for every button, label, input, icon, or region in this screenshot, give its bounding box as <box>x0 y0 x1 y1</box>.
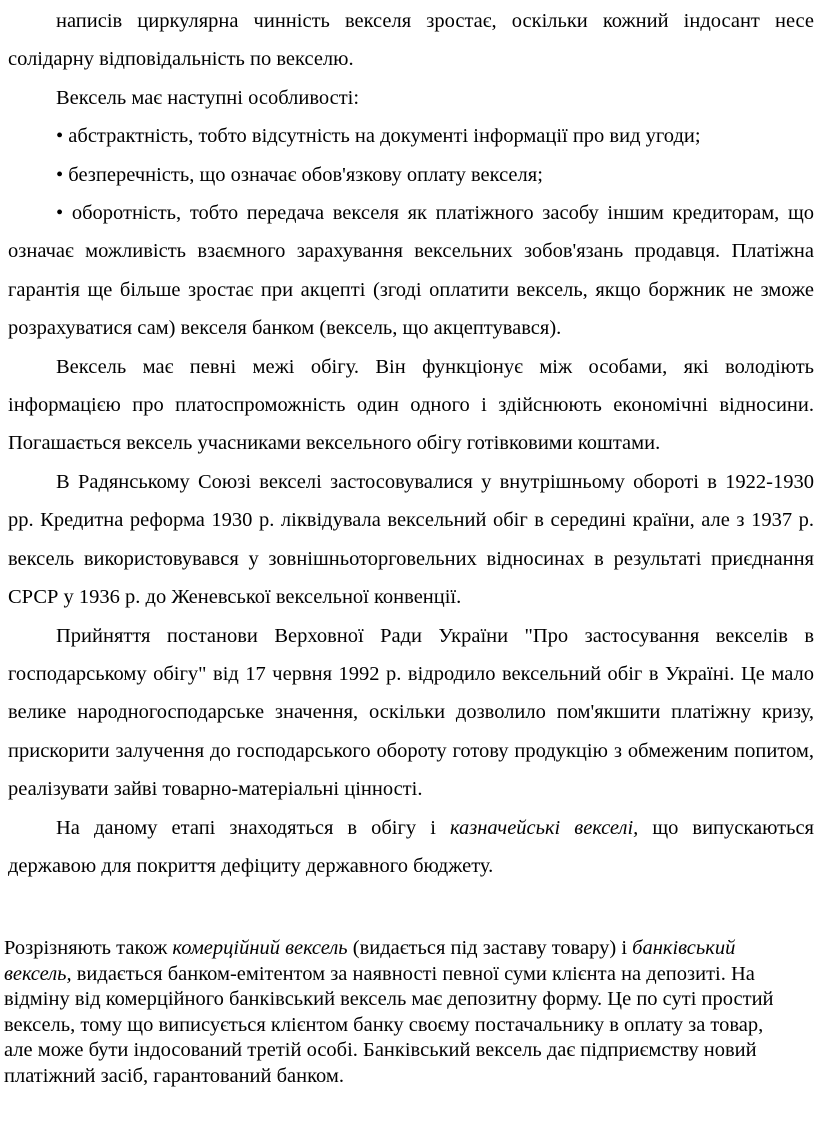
paragraph-1: написів циркулярна чинність векселя зростає, оскільки кожний індосант несе солідарну відповідальність по векселю. <box>8 10 814 71</box>
paragraph-4: В Радянському Союзі векселі застосовувалися у внутрішньому обороті в 1922-1930 рр. Кредитна реформа 1930 р. ліквідувала вексельний обіг в середині країни, але з 1937 р. вексель використовувався у зовнішньоторговельних відносинах в результаті приєднання СРСР у 1936 р. до Женевської вексельної конвенції. <box>8 470 814 609</box>
paragraph-7 <box>4 936 794 1090</box>
paragraph-3: Вексель має певні межі обігу. Він функціонує між особами, які володіють інформацією про платоспроможність один одного і здійснюють економічні відносини. Погашається вексель учасниками вексельного обігу готівковими коштами. <box>8 355 814 455</box>
paragraph-6 <box>8 809 814 886</box>
paragraph-7-part-2: (видається під заставу товару) і <box>347 937 633 959</box>
paragraph-2: Вексель має наступні особливості: <box>56 86 360 109</box>
paragraph-6-rest: що випускаються державою для покриття дефіциту державного бюджету. <box>8 816 814 877</box>
paragraph-7-italic-term-2: банківський вексель, <box>4 937 736 985</box>
paragraph-6-lead: На даному етапі знаходяться в обігу і <box>56 816 450 839</box>
bullet-item-3: • оборотність, тобто передача векселя як платіжного засобу іншим кредиторам, що означає можливість взаємного зарахування вексельних зобов'язань продавця. Платіжна гарантія ще більше зростає при акцепті (згоді оплатити вексель, якщо боржник не зможе розрахуватися сам) векселя банком (вексель, що акцептувався). <box>8 202 814 340</box>
paragraph-6-italic-term: казначейські векселі, <box>449 816 639 839</box>
paragraph-7-part-1: Розрізняють також <box>4 937 173 959</box>
paragraph-7-part-3: видається банком-емітентом за наявності певної суми клієнта на депозиті. На відміну від комерційного банківський вексель має депозитну форму. Це по суті простий вексель, тому що виписується клієнтом банку своєму постачальнику в оплату за товар, але може бути індосований третій особі. Банківський вексель дає підприємству новий платіжний засіб, гарантований банком. <box>4 962 774 1087</box>
bullet-item-2: • безперечність, що означає обов'язкову оплату векселя; <box>56 163 543 186</box>
document-body <box>8 2 814 885</box>
document-tail <box>4 936 794 1090</box>
bullet-item-1: • абстрактність, тобто відсутність на документі інформації про вид угоди; <box>56 125 701 148</box>
paragraph-7-italic-term-1: комерційний вексель <box>172 937 348 959</box>
paragraph-5: Прийняття постанови Верховної Ради України "Про застосування векселів в господарському обігу" від 17 червня 1992 р. відродило вексельний обіг в Україні. Це мало велике народногосподарське значення, оскільки дозволило пом'якшити платіжну кризу, прискорити залучення до господарського обороту готову продукцію з обмеженим попитом, реалізувати зайві товарно-матеріальні цінності. <box>8 624 814 801</box>
